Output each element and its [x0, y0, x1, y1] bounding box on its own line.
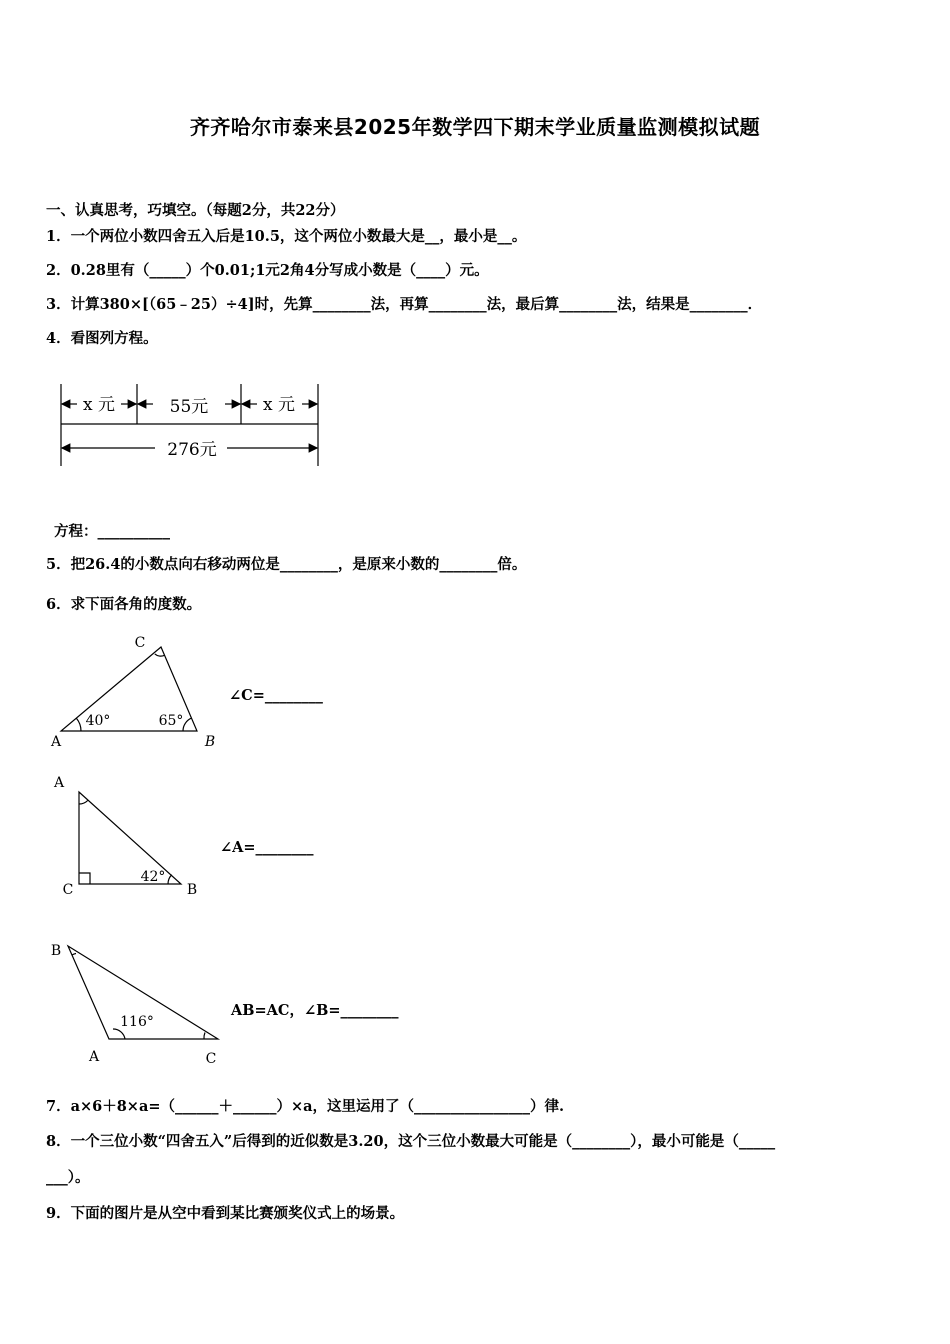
tri2-question: ∠A=________: [220, 839, 314, 856]
question-4: 4．看图列方程。: [46, 330, 158, 347]
tri1-angle-b: 65°: [158, 713, 184, 729]
question-7: 7．a×6＋8×a=（______＋______）×a，这里运用了（________________）律.: [46, 1098, 565, 1115]
segment-left-label: x 元: [83, 395, 115, 415]
tri2-angle-b: 42°: [140, 869, 166, 885]
equation-answer: 方程：__________: [54, 523, 170, 540]
question-8-cont: ___）。: [46, 1169, 90, 1186]
section-header: 一、认真思考，巧填空。（每题2分，共22分）: [46, 202, 345, 219]
tri1-label-c: C: [134, 635, 146, 651]
tri3-label-b: B: [50, 943, 62, 959]
segment-right-label: x 元: [263, 395, 295, 415]
triangle-3: [44, 935, 234, 1070]
tri3-question: AB=AC，∠B=________: [231, 1002, 399, 1019]
segment-mid-label: 55元: [169, 397, 209, 417]
question-3: 3．计算380×[（65﹣25）÷4]时，先算________法，再算________法，最后算________法，结果是________．: [46, 296, 763, 313]
triangle-1: [40, 628, 230, 753]
question-8: 8．一个三位小数“四舍五入”后得到的近似数是3.20，这个三位小数最大可能是（________），最小可能是（_____: [46, 1133, 776, 1150]
question-2: 2．0.28里有（_____）个0.01;1元2角4分写成小数是（____）元。: [46, 262, 489, 279]
tri1-label-b: B: [204, 734, 216, 750]
tri3-label-a: A: [88, 1049, 100, 1065]
tri2-label-c: C: [62, 882, 74, 898]
tri1-label-a: A: [50, 734, 62, 750]
question-5: 5．把26.4的小数点向右移动两位是________，是原来小数的________倍。: [46, 556, 527, 573]
question-6: 6．求下面各角的度数。: [46, 596, 202, 613]
question-9: 9．下面的图片是从空中看到某比赛颁奖仪式上的场景。: [46, 1205, 405, 1222]
segment-diagram: [55, 378, 330, 470]
tri1-question: ∠C=________: [229, 687, 323, 704]
tri1-angle-a: 40°: [85, 713, 111, 729]
triangle-2: [46, 770, 206, 900]
question-1: 1．一个两位小数四舍五入后是10.5，这个两位小数最大是__，最小是__。: [46, 228, 527, 245]
tri2-label-a: A: [53, 775, 65, 791]
tri3-angle-a: 116°: [120, 1014, 154, 1030]
tri3-label-c: C: [205, 1051, 217, 1067]
tri2-label-b: B: [186, 882, 198, 898]
page-title: 齐齐哈尔市泰来县2025年数学四下期末学业质量监测模拟试题: [189, 115, 761, 139]
segment-total-label: 276元: [167, 440, 217, 460]
